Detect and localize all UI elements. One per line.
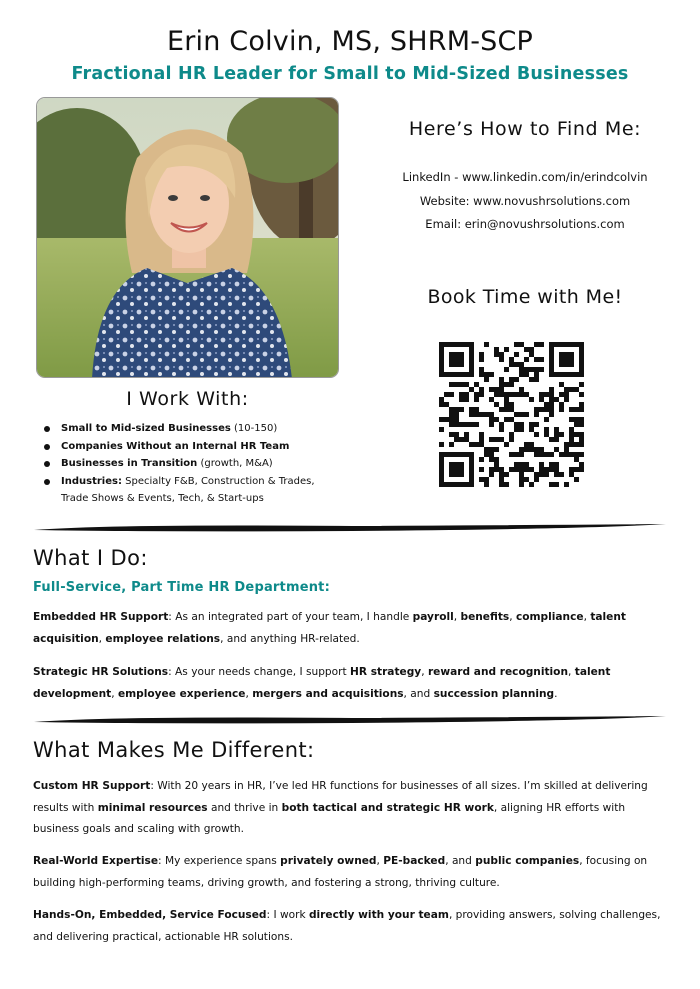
real-world-paragraph: Real-World Expertise: My experience spans privately owned, PE-backed, and public companies, focusing on building high-performing teams, driving growth, and fostering a strong, thriving culture. [33, 855, 648, 889]
portrait-illustration [37, 98, 339, 378]
bullet-dot-icon [44, 479, 50, 485]
what-i-do-heading: What I Do: [33, 546, 148, 570]
bullet-dot-icon [44, 426, 50, 432]
page-title: Erin Colvin, MS, SHRM-SCP [166, 26, 534, 57]
website-link[interactable]: Website: www.novushrsolutions.com [419, 194, 631, 208]
tagline: Fractional HR Leader for Small to Mid-Sized Businesses [71, 64, 629, 84]
brush-divider [32, 714, 668, 726]
list-item: Businesses in Transition (growth, M&A) [42, 455, 342, 473]
work-with-heading: I Work With: [126, 388, 249, 410]
hands-on-paragraph: Hands-On, Embedded, Service Focused: I work directly with your team, providing answers, solving challenges, and delivering practical, actionable HR solutions. [33, 909, 661, 943]
custom-hr-paragraph: Custom HR Support: With 20 years in HR, I’ve led HR functions for businesses of all sizes. I’m skilled at delivering results with minimal resources and thrive in both tactical and strategic HR work, aligning HR efforts with business goals and scaling with growth. [33, 780, 648, 835]
qr-code-icon[interactable] [439, 342, 584, 487]
portrait-photo [36, 97, 339, 378]
email-link[interactable]: Email: erin@novushrsolutions.com [425, 217, 625, 231]
find-me-heading: Here’s How to Find Me: [408, 118, 642, 140]
bullet-dot-icon [44, 444, 50, 450]
book-time-heading: Book Time with Me! [427, 286, 623, 308]
what-i-do-subtitle: Full-Service, Part Time HR Department: [33, 580, 330, 595]
different-heading: What Makes Me Different: [33, 738, 315, 762]
strategic-hr-paragraph: Strategic HR Solutions: As your needs change, I support HR strategy, reward and recognition, talent development, employee experience, mergers and acquisitions, and succession planning. [33, 666, 611, 700]
linkedin-link[interactable]: LinkedIn - www.linkedin.com/in/erindcolvin [402, 170, 648, 184]
bullet-dot-icon [44, 461, 50, 467]
embedded-hr-paragraph: Embedded HR Support: As an integrated part of your team, I handle payroll, benefits, compliance, talent acquisition, employee relations, and anything HR-related. [33, 611, 626, 645]
work-with-list [42, 420, 342, 508]
brush-divider [32, 522, 668, 534]
list-item: Companies Without an Internal HR Team [42, 438, 342, 456]
list-item: Small to Mid-sized Businesses (10-150) [42, 420, 342, 438]
list-item: Industries: Specialty F&B, Construction & Trades, Trade Shows & Events, Tech, & Start-ups [42, 473, 342, 508]
